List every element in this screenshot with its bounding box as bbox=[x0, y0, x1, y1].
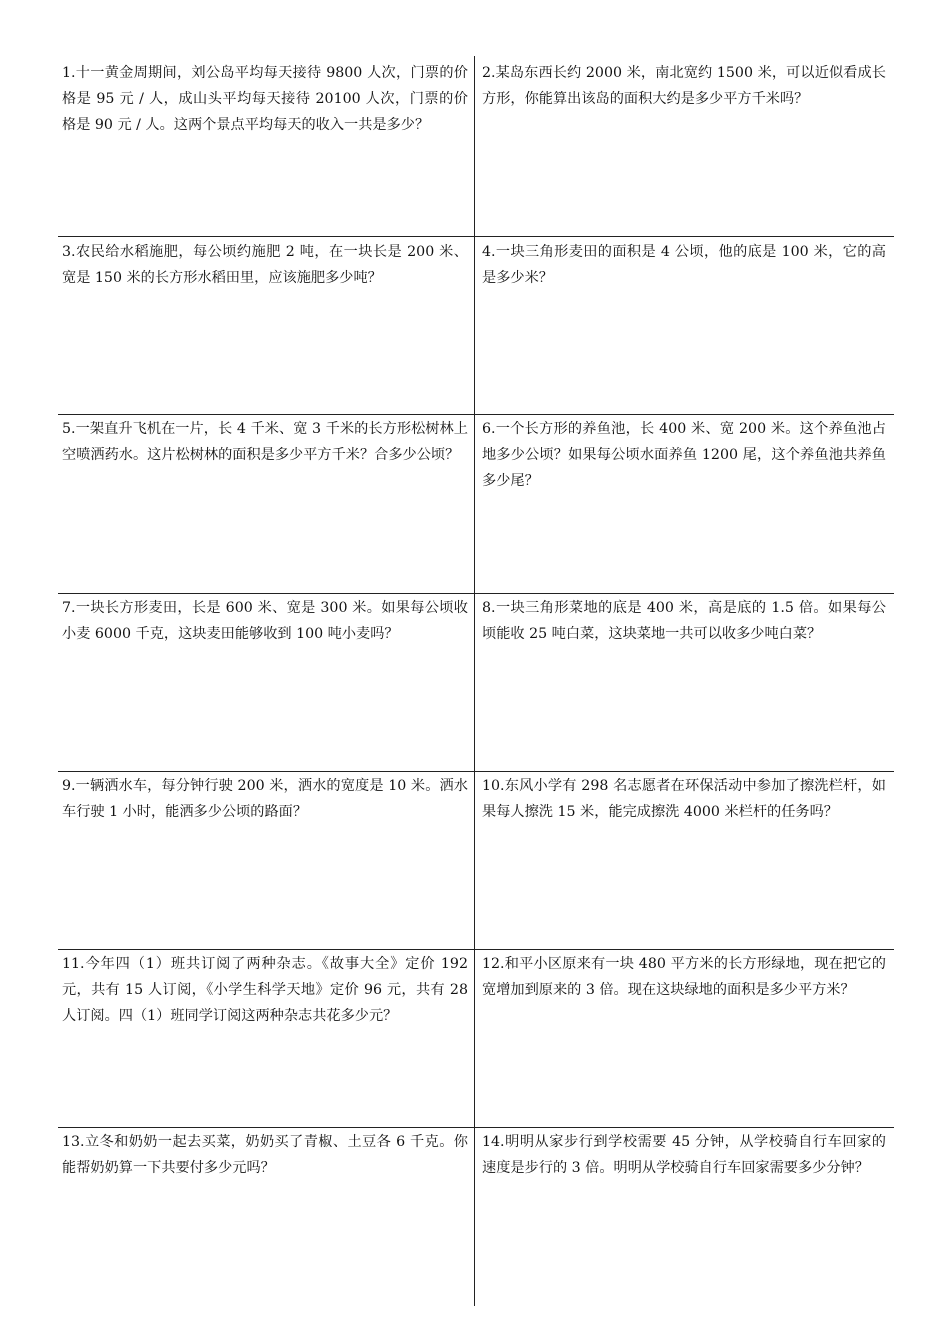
problem-4: 4.一块三角形麦田的面积是 4 公顷，他的底是 100 米，它的高是多少米？ bbox=[482, 244, 886, 286]
row-divider bbox=[58, 236, 894, 237]
problem-8: 8.一块三角形菜地的底是 400 米，高是底的 1.5 倍。如果每公顷能收 25 吨白菜，这块菜地一共可以收多少吨白菜？ bbox=[482, 600, 886, 642]
problem-7: 7.一块长方形麦田，长是 600 米、宽是 300 米。如果每公顷收小麦 6000 千克，这块麦田能够收到 100 吨小麦吗？ bbox=[62, 600, 468, 642]
problem-10: 10.东风小学有 298 名志愿者在环保活动中参加了擦洗栏杆，如果每人擦洗 15 米，能完成擦洗 4000 米栏杆的任务吗？ bbox=[482, 778, 886, 820]
row-divider bbox=[58, 1127, 894, 1128]
row-divider bbox=[58, 771, 894, 772]
row-divider bbox=[58, 949, 894, 950]
problem-12: 12.和平小区原来有一块 480 平方米的长方形绿地，现在把它的宽增加到原来的 3 倍。现在这块绿地的面积是多少平方米？ bbox=[482, 956, 886, 998]
problem-6: 6.一个长方形的养鱼池，长 400 米、宽 200 米。这个养鱼池占地多少公顷？如果每公顷水面养鱼 1200 尾，这个养鱼池共养鱼多少尾？ bbox=[482, 421, 886, 489]
problem-14: 14.明明从家步行到学校需要 45 分钟，从学校骑自行车回家的速度是步行的 3 倍。明明从学校骑自行车回家需要多少分钟？ bbox=[482, 1134, 886, 1176]
problem-9: 9.一辆洒水车，每分钟行驶 200 米，洒水的宽度是 10 米。洒水车行驶 1 小时，能洒多少公顷的路面？ bbox=[62, 778, 468, 820]
problem-3: 3.农民给水稻施肥，每公顷约施肥 2 吨，在一块长是 200 米、宽是 150 米的长方形水稻田里，应该施肥多少吨？ bbox=[62, 244, 468, 286]
row-divider bbox=[58, 593, 894, 594]
vertical-divider bbox=[474, 56, 475, 1306]
problem-5: 5.一架直升飞机在一片，长 4 千米、宽 3 千米的长方形松树林上空喷洒药水。这片松树林的面积是多少平方千米？合多少公顷？ bbox=[62, 421, 468, 463]
problem-11: 11.今年四（1）班共订阅了两种杂志。《故事大全》定价 192 元，共有 15 人订阅，《小学生科学天地》定价 96 元，共有 28 人订阅。四（1）班同学订阅这两种杂志共花多少元？ bbox=[62, 956, 468, 1024]
problem-1: 1.十一黄金周期间，刘公岛平均每天接待 9800 人次，门票的价格是 95 元 / 人，成山头平均每天接待 20100 人次，门票的价格是 90 元 / 人。这两个景点平均每天的收入一共是多少？ bbox=[62, 65, 468, 133]
problem-2: 2.某岛东西长约 2000 米，南北宽约 1500 米，可以近似看成长方形，你能算出该岛的面积大约是多少平方千米吗？ bbox=[482, 65, 886, 107]
row-divider bbox=[58, 414, 894, 415]
problem-13: 13.立冬和奶奶一起去买菜，奶奶买了青椒、土豆各 6 千克。你能帮奶奶算一下共要付多少元吗？ bbox=[62, 1134, 468, 1176]
